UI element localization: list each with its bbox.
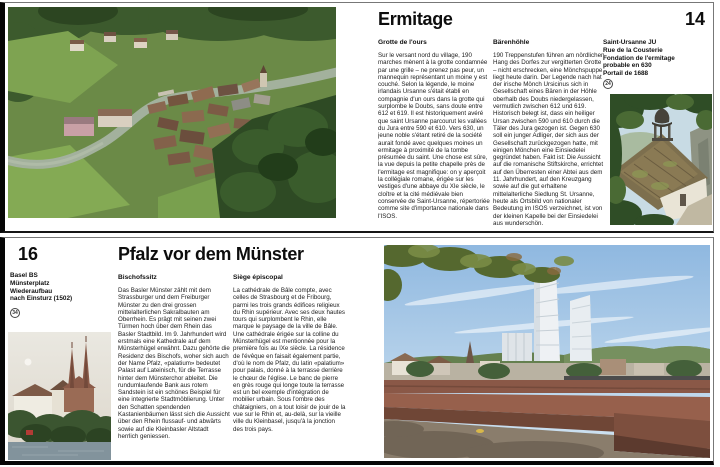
spread-ermitage (0, 2, 714, 233)
photo-basel-muenster (8, 332, 111, 460)
caption-line: Fondation de l'ermitage (603, 54, 675, 62)
photo-saint-ursanne-aerial (8, 7, 336, 218)
caption-line: nach Einsturz (1502) (10, 295, 73, 303)
column-body-german: 190 Treppenstufen führen am nördlichen Hang des Dorfes zur vergitterten Grotte – nicht erschrecken, eine Mönchspuppe liegt heute darin. Der Legende nach hat der irische Mönch Ursicinus sich in Gesellschaft eines Bären in der Höhle oberhalb des Doubs niedergelassen, vermutlich zwischen 612 und 619. Historisch belegt ist, dass ein heiliger Ursan zwischen 590 und 610 durch die Täler des Jura gezogen ist. Gegen 630 soll ein junger Adliger, der sich aus der Gesellschaft zurückgezogen hatte, mit einigen Mönchen eine Einsiedelei gegründet haben. Fakt ist: Die Aussicht auf die romanische Stiftskirche, errichtet auf den Überresten einer Abtei aus dem 11. Jahrhundert, auf den Kreuzgang sowie auf die gut erhaltene mittelalterliche Siedlung St. Ursanne, heute als Ortsbild von nationaler Bedeutung im ISOS verzeichnet, ist von der kleinen Kapelle bei der Einsiedelei aus wunderschön. (493, 52, 605, 225)
column-heading-german: Bärenhöhle (493, 39, 530, 46)
photo-caption (10, 272, 110, 303)
column-heading-french: Grotte de l'ours (378, 39, 427, 46)
page-number: 16 (18, 244, 39, 264)
caption-line: Wiederaufbau (10, 287, 53, 295)
photo-pfalz-terrace (384, 245, 710, 458)
column-german (118, 274, 230, 440)
caption-line: probable en 630 (603, 62, 652, 70)
caption-line: Saint-Ursanne JU (603, 39, 657, 46)
column-body-german: Das Basler Münster zählt mit dem Strassburger und dem Freiburger Münster zu den drei grossen mittelalterlichen Sakralbauten am Oberrhein. Es prägt mit seinen zwei Türmen hoch über dem Rhein das Basler Stadtbild. Im 9. Jahrhundert wird erstmals eine Kathedrale auf dem Münsterhügel erwähnt. Dazu gehörte die Residenz des Bischofs, woher sich auch der Name Pfalz, «palatium» bedeutet Palast auf Lateinisch, für die Terrasse hinter dem Münsterchor ableitet. Die rundumlaufende Bank aus rotem Sandstein ist ein schönes Beispiel für eine integrierte Stadtmöblierung. Unter den Schatten spendenden Kastanienbäumen lässt sich die Aussicht über den Rhein flussauf- und abwärts sowie auf die Kleinbasler Altstadt herrlich geniessen. (118, 287, 230, 440)
caption-line: Münsterplatz (10, 279, 50, 287)
photo-caption (603, 39, 715, 78)
page-title: Pfalz vor dem Münster (118, 244, 304, 264)
caption-line: Rue de la Cousterie (603, 46, 663, 54)
caption-line: Basel BS (10, 272, 38, 279)
spread-pfalz (0, 237, 714, 465)
page-number: 14 (684, 9, 705, 29)
column-heading-german: Bischofssitz (118, 274, 157, 281)
caption-line: Portail de 1688 (603, 70, 649, 78)
column-french (233, 274, 346, 433)
column-body-french: La cathédrale de Bâle compte, avec celles de Strasbourg et de Fribourg, parmi les trois grands édifices religieux du Rhin supérieur. Avec ses deux hautes tours qui surplombent le Rhin, elle marque le paysage de la ville de Bâle. Une cathédrale érigée sur la colline du Münsterhügel est mentionnée pour la première fois au IXe siècle. La résidence de l'évêque en faisait également partie, d'où le nom de Pfalz, du latin «palatium» pour palais, donné à la terrasse derrière le chœur de l'église. Le banc de pierre en grès rouge qui longe toute la terrasse est un bel exemple d'intégration de mobilier urbain. Sous l'ombre des châtaigniers, on a tout loisir de jouir de la vue sur le Rhin et, au-delà, sur la vieille ville du Kleinbasel, jusqu'à la jonction des trois pays. (233, 287, 346, 433)
column-heading-french: Siège épiscopal (233, 274, 283, 281)
map-reference-badge: 34 (10, 308, 20, 318)
map-reference-badge: 24 (603, 79, 613, 89)
page-title: Ermitage (378, 9, 453, 29)
column-german (493, 39, 605, 225)
column-french (378, 39, 491, 220)
photo-hermitage-chapel (610, 94, 712, 225)
column-body-french: Sur le versant nord du village, 190 marches mènent à la grotte condamnée par une grille – ne prenez pas peur, un mannequin représentant un moine y est couché. Selon la légende, le moine irlandais Ursanne s'était établi en compagnie d'un ours dans la grotte qui surplombe le Doubs, sans doute entre 612 et 619. Il est historiquement avéré que saint Ursanne parcourut les vallées du Jura entre 590 et 610. Vers 630, un jeune noble s'étant retiré de la société aurait fondé avec quelques moines un ermitage à proximité de la tombe présumée du saint. Une chose est sûre, la vue depuis la petite chapelle près de l'ermitage est magnifique: on y aperçoit la collégiale romane, érigée sur les vestiges d'une abbaye du XIe siècle, le cloître et la cité médiévale bien conservée de Saint-Ursanne, répertoriée comme site d'importance nationale dans l'ISOS. (378, 52, 490, 220)
